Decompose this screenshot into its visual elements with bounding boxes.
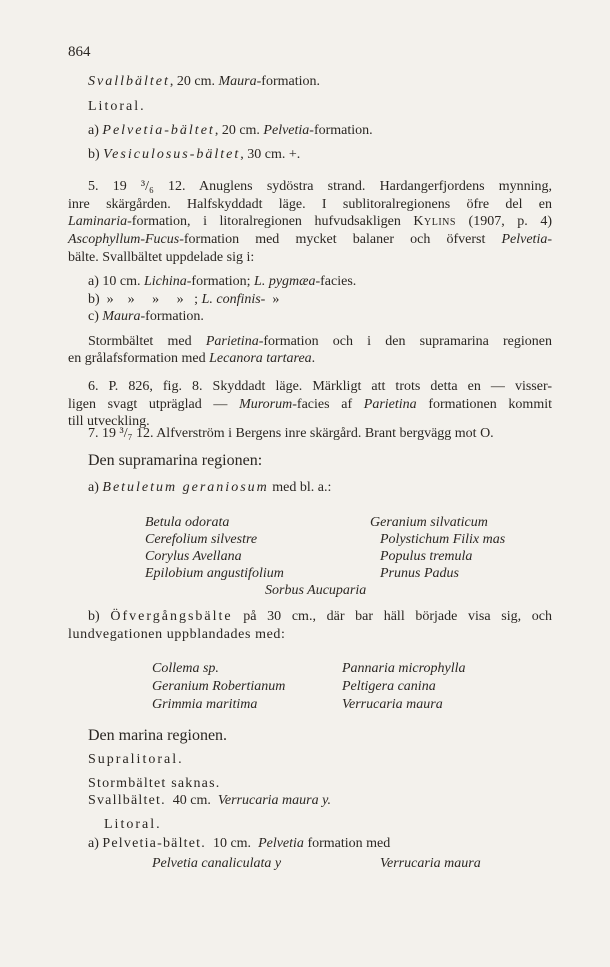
list-item: b) » » » » ; L. confinis- »	[88, 292, 280, 307]
species-name: Sorbus Aucuparia	[265, 583, 367, 598]
species-name: Geranium Robertianum	[152, 679, 286, 694]
paragraph-line: bälte. Svallbältet uppdelade sig i:	[68, 250, 255, 265]
species-name: Peltigera canina	[342, 679, 436, 694]
paragraph-line: 5. 19 ³/₆ 12. Anuglens sydöstra strand. Hardangerfjordens mynning,	[88, 179, 552, 194]
paragraph-line: Ascophyllum-Fucus-formation med mycket balaner och öfverst Pelvetia-	[68, 232, 552, 247]
section-label: Litoral.	[104, 817, 162, 832]
text-line: Stormbältet saknas.	[88, 776, 221, 791]
paragraph-line: ligen svagt utpräglad — Murorum-facies af Parietina formationen kommit	[68, 397, 552, 412]
paragraph-line: inre skärgården. Halfskyddadt läge. I sublitoralregionens öfre del en	[68, 197, 552, 212]
species-name: Verrucaria maura	[342, 697, 443, 712]
text-line: a) Pelvetia-bältet, 20 cm. Pelvetia-formation.	[88, 123, 373, 138]
paragraph-line: b) Öfvergångsbälte på 30 cm., där bar häll började visa sig, och	[88, 609, 552, 624]
species-name: Verrucaria maura	[380, 856, 481, 871]
list-item: a) Betuletum geraniosum med bl. a.:	[88, 480, 332, 495]
section-heading: Den supramarina regionen:	[88, 452, 263, 469]
paragraph-line: lundvegationen uppblandades med:	[68, 627, 286, 642]
list-item: c) Maura-formation.	[88, 309, 204, 324]
species-name: Populus tremula	[380, 549, 473, 564]
list-item: a) Pelvetia-bältet. 10 cm. Pelvetia formation med	[88, 836, 391, 851]
paragraph-line: en grålafsformation med Lecanora tartarea.	[68, 351, 316, 366]
paragraph-line: 7. 19 ³/₇ 12. Alfverström i Bergens inre skärgård. Brant bergvägg mot O.	[88, 426, 494, 441]
paragraph-line: till utveckling.	[68, 414, 150, 429]
species-name: Geranium silvaticum	[370, 515, 488, 530]
section-heading: Den marina regionen.	[88, 727, 228, 744]
text-line: Svallbältet. 40 cm. Verrucaria maura y.	[88, 793, 332, 808]
section-label: Supralitoral.	[88, 752, 184, 767]
page-number: 864	[68, 44, 91, 60]
species-name: Prunus Padus	[380, 566, 459, 581]
species-name: Epilobium angustifolium	[145, 566, 284, 581]
species-name: Polystichum Filix mas	[380, 532, 506, 547]
species-name: Cerefolium silvestre	[145, 532, 258, 547]
paragraph-line: 6. P. 826, fig. 8. Skyddadt läge. Märkligt att trots detta en — visser-	[88, 379, 552, 394]
species-name: Collema sp.	[152, 661, 219, 676]
paragraph-line: Laminaria-formation, i litoralregionen hufvudsakligen Kylins (1907, p. 4)	[68, 214, 553, 229]
species-name: Corylus Avellana	[145, 549, 242, 564]
species-name: Betula odorata	[145, 515, 230, 530]
species-name: Pelvetia canaliculata y	[152, 856, 282, 871]
list-item: a) 10 cm. Lichina-formation; L. pygmæa-facies.	[88, 274, 357, 289]
species-name: Pannaria microphylla	[342, 661, 466, 676]
text-line: Svallbältet, 20 cm. Maura-formation.	[88, 74, 320, 89]
text-line: b) Vesiculosus-bältet, 30 cm. +.	[88, 147, 301, 162]
paragraph-line: Stormbältet med Parietina-formation och i den supramarina regionen	[88, 334, 552, 349]
section-label: Litoral.	[88, 99, 146, 114]
species-name: Grimmia maritima	[152, 697, 258, 712]
